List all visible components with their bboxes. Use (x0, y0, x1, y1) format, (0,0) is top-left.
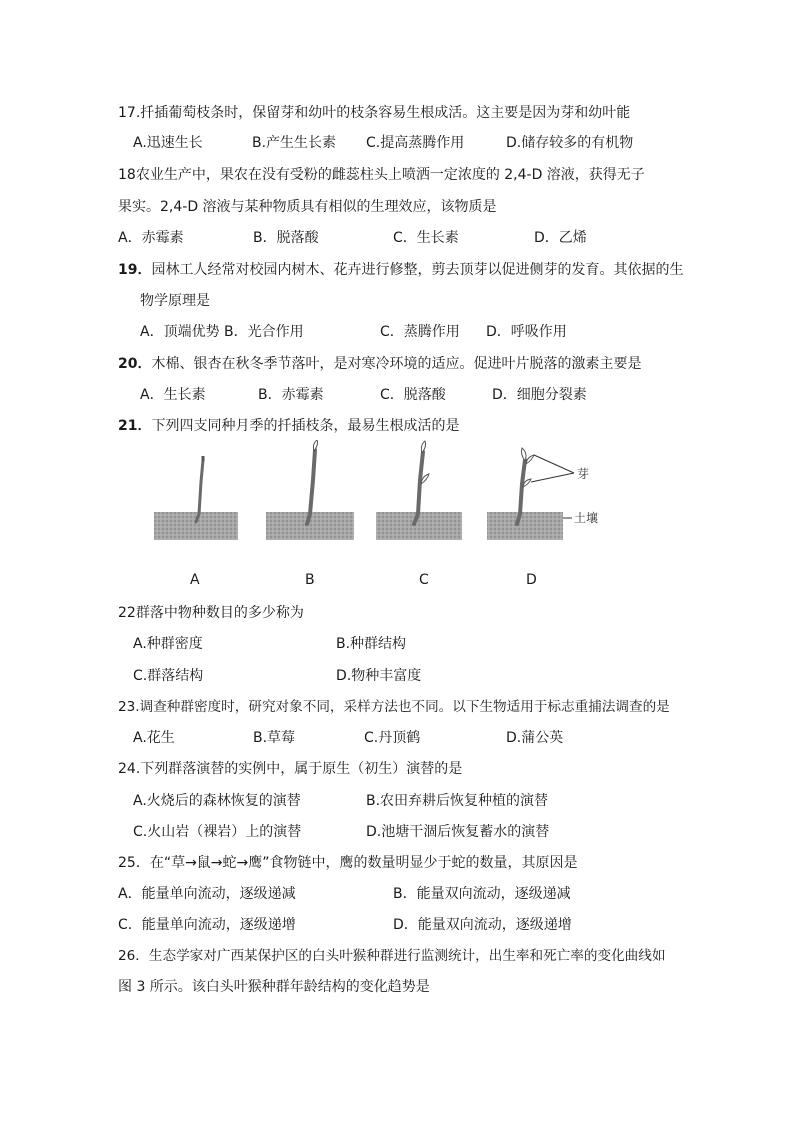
q20-stem-text: 木棉、银杏在秋冬季节落叶，是对寒冷环境的适应。促进叶片脱落的激素主要是 (151, 356, 642, 372)
q25-option-b: B．能量双向流动，逐级递减 (393, 886, 571, 902)
cutting-b-bud (313, 440, 317, 451)
q22-option-b: B.种群结构 (336, 636, 407, 652)
q17-stem: 17.扦插葡萄枝条时，保留芽和幼叶的枝条容易生根成活。这主要是因为芽和幼叶能 (118, 105, 631, 121)
q19-stem-line1 (118, 261, 683, 279)
q20-option-a: A．生长素 (140, 387, 206, 403)
cutting-c-top-bud (421, 441, 425, 453)
cutting-d-side-bud-1 (526, 455, 534, 464)
q18-stem-line2: 果实。2,4-D 溶液与某种物质具有相似的生理效应，该物质是 (118, 199, 497, 215)
q26-stem-line1: 26．生态学家对广西某保护区的白头叶猴种群进行监测统计，出生率和死亡率的变化曲线如 (118, 948, 666, 964)
q18-option-b: B．脱落酸 (253, 230, 319, 246)
cutting-figure (150, 440, 620, 550)
q25-option-c: C．能量单向流动，逐级递增 (118, 917, 296, 933)
bud-pointer-line-2 (531, 473, 574, 482)
q21-stem-text: 下列四支同种月季的扦插枝条，最易生根成活的是 (151, 418, 460, 434)
figure-caption-b: B (305, 572, 315, 588)
bud-label: 芽 (577, 467, 590, 481)
q25-option-d: D．能量双向流动，逐级递增 (393, 917, 572, 933)
q19-stem-line2: 物学原理是 (140, 293, 210, 309)
figure-caption-c: C (419, 572, 429, 588)
q24-option-d: D.池塘干涸后恢复蓄水的演替 (366, 824, 550, 840)
q17-option-b: B.产生生长素 (252, 135, 337, 151)
q19-number: 19． (118, 262, 152, 278)
q22-option-a: A.种群密度 (133, 636, 203, 652)
q22-option-c: C.群落结构 (133, 668, 204, 684)
soil-block-d (487, 512, 563, 540)
q19-option-ab: A．顶端优势 B．光合作用 (140, 324, 304, 340)
q24-option-b: B.农田弃耕后恢复种植的演替 (366, 793, 549, 809)
q23-option-b: B.草莓 (253, 730, 296, 746)
soil-label: 土壤 (574, 511, 599, 525)
q18-option-d: D．乙烯 (534, 230, 587, 246)
q21-number: 21． (118, 418, 152, 434)
q20-number: 20． (118, 356, 152, 372)
q23-option-d: D.蒲公英 (506, 730, 564, 746)
q25-stem: 25．在“草→鼠→蛇→鹰”食物链中，鹰的数量明显少于蛇的数量，其原因是 (118, 855, 578, 871)
figure-caption-a: A (190, 572, 200, 588)
cutting-d-top-bud (521, 448, 526, 461)
q26-stem-line2: 图 3 所示。该白头叶猴种群年龄结构的变化趋势是 (118, 979, 430, 995)
q19-option-c: C．蒸腾作用 (380, 324, 460, 340)
soil-block-a (154, 512, 238, 540)
q18-option-a: A．赤霉素 (118, 230, 184, 246)
q24-stem: 24.下列群落演替的实例中，属于原生（初生）演替的是 (118, 761, 463, 777)
q24-option-a: A.火烧后的森林恢复的演替 (133, 793, 301, 809)
q20-option-d: D．细胞分裂素 (492, 387, 587, 403)
q19-stem-text: 园林工人经常对校园内树木、花卉进行修整，剪去顶芽以促进侧芽的发育。其依据的生 (151, 262, 684, 278)
q23-stem: 23.调查种群密度时，研究对象不同，采样方法也不同。以下生物适用于标志重捕法调查的是 (118, 699, 670, 715)
q25-option-a: A．能量单向流动，逐级递减 (118, 886, 296, 902)
q17-option-d: D.储存较多的有机物 (506, 135, 634, 151)
cutting-figure-svg (150, 440, 620, 550)
q24-option-c: C.火山岩（裸岩）上的演替 (133, 824, 302, 840)
q20-option-b: B．赤霉素 (258, 387, 324, 403)
q17-option-a: A.迅速生长 (133, 135, 203, 151)
q22-option-d: D.物种丰富度 (336, 668, 422, 684)
q19-option-d: D．呼吸作用 (486, 324, 567, 340)
cutting-a-tip (202, 456, 205, 461)
q20-option-c: C．脱落酸 (380, 387, 446, 403)
q22-stem: 22群落中物种数目的多少称为 (118, 605, 304, 621)
q23-option-c: C.丹顶鹤 (364, 730, 421, 746)
q20-stem (118, 355, 641, 373)
q23-option-a: A.花生 (133, 730, 175, 746)
q17-option-c: C.提高蒸腾作用 (366, 135, 465, 151)
q21-stem (118, 417, 459, 435)
q18-stem-line1: 18农业生产中，果农在没有受粉的雌蕊柱头上喷洒一定浓度的 2,4-D 溶液，获得无子 (118, 167, 645, 183)
q18-option-c: C．生长素 (393, 230, 459, 246)
figure-caption-d: D (526, 572, 537, 588)
bud-pointer-line-1 (534, 455, 574, 473)
